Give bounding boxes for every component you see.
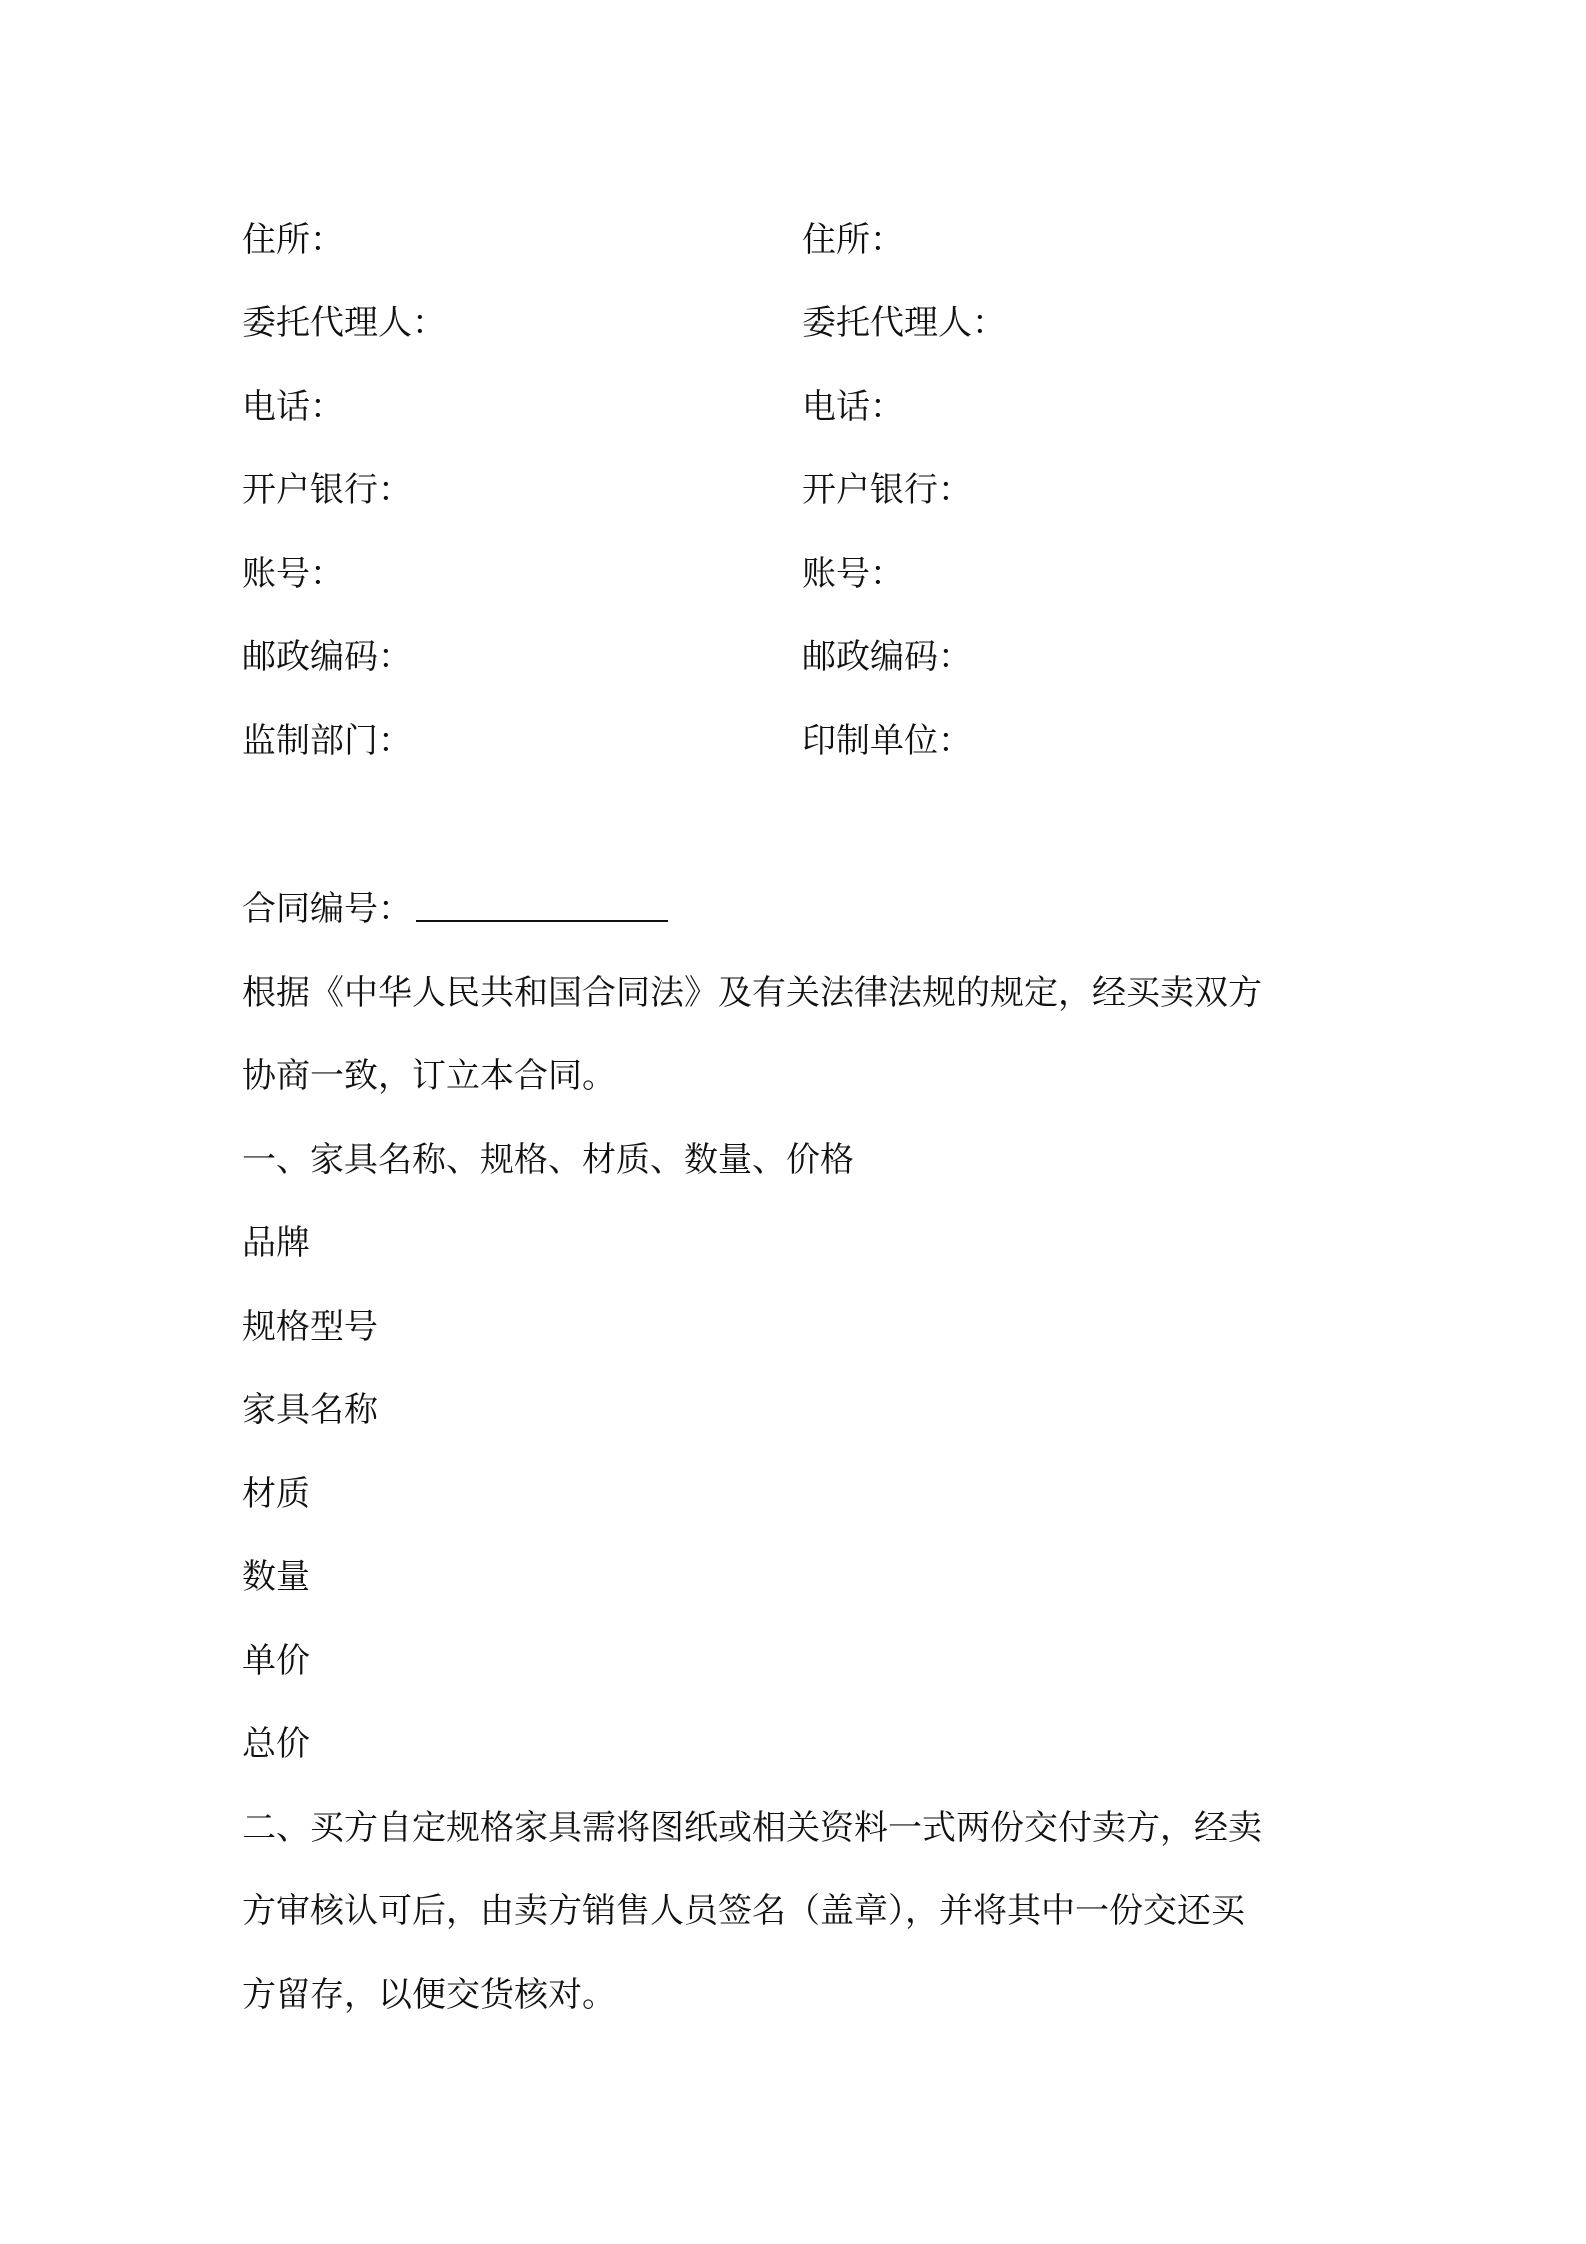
item-unit-price: 单价 [242, 1640, 310, 1681]
buyer-agent-label: 委托代理人： [242, 303, 446, 344]
intro-line-2: 协商一致，订立本合同。 [242, 1056, 616, 1096]
seller-address-label: 住所： [802, 219, 904, 260]
seller-phone-label: 电话： [802, 386, 904, 427]
contract-number-blank [416, 890, 668, 922]
buyer-account-label: 账号： [242, 553, 344, 594]
buyer-phone-label: 电话： [242, 386, 344, 427]
item-furniture-name: 家具名称 [242, 1390, 378, 1430]
party-row-account [242, 532, 1362, 616]
party-row-phone [242, 365, 1362, 449]
contract-number-line [242, 868, 1362, 952]
party-info-table [242, 198, 1362, 783]
printing-unit-label: 印制单位： [802, 720, 972, 761]
contract-number-label: 合同编号： [242, 889, 412, 929]
section2-line-3: 方留存，以便交货核对。 [242, 1974, 616, 2015]
item-material: 材质 [242, 1473, 310, 1514]
item-quantity: 数量 [242, 1557, 310, 1597]
seller-bank-label: 开户银行： [802, 470, 972, 511]
seller-postcode-label: 邮政编码： [802, 637, 972, 678]
buyer-bank-label: 开户银行： [242, 470, 412, 511]
contract-body [242, 868, 1362, 2037]
item-total-price: 总价 [242, 1724, 310, 1764]
party-row-supervisor [242, 699, 1362, 783]
party-row-agent [242, 282, 1362, 366]
section1-title: 一、家具名称、规格、材质、数量、价格 [242, 1139, 854, 1180]
section2-line-1: 二、买方自定规格家具需将图纸或相关资料一式两份交付卖方，经卖 [242, 1807, 1262, 1848]
buyer-address-label: 住所： [242, 219, 344, 260]
seller-agent-label: 委托代理人： [802, 303, 1006, 344]
item-brand: 品牌 [242, 1223, 310, 1263]
intro-line-1: 根据《中华人民共和国合同法》及有关法律法规的规定，经买卖双方 [242, 972, 1262, 1013]
item-model: 规格型号 [242, 1306, 378, 1347]
party-row-bank [242, 449, 1362, 533]
party-row-address [242, 198, 1362, 282]
section2-line-2: 方审核认可后，由卖方销售人员签名（盖章），并将其中一份交还买 [242, 1891, 1245, 1931]
supervising-dept-label: 监制部门： [242, 720, 412, 761]
party-row-postcode [242, 616, 1362, 700]
buyer-postcode-label: 邮政编码： [242, 637, 412, 678]
seller-account-label: 账号： [802, 553, 904, 594]
